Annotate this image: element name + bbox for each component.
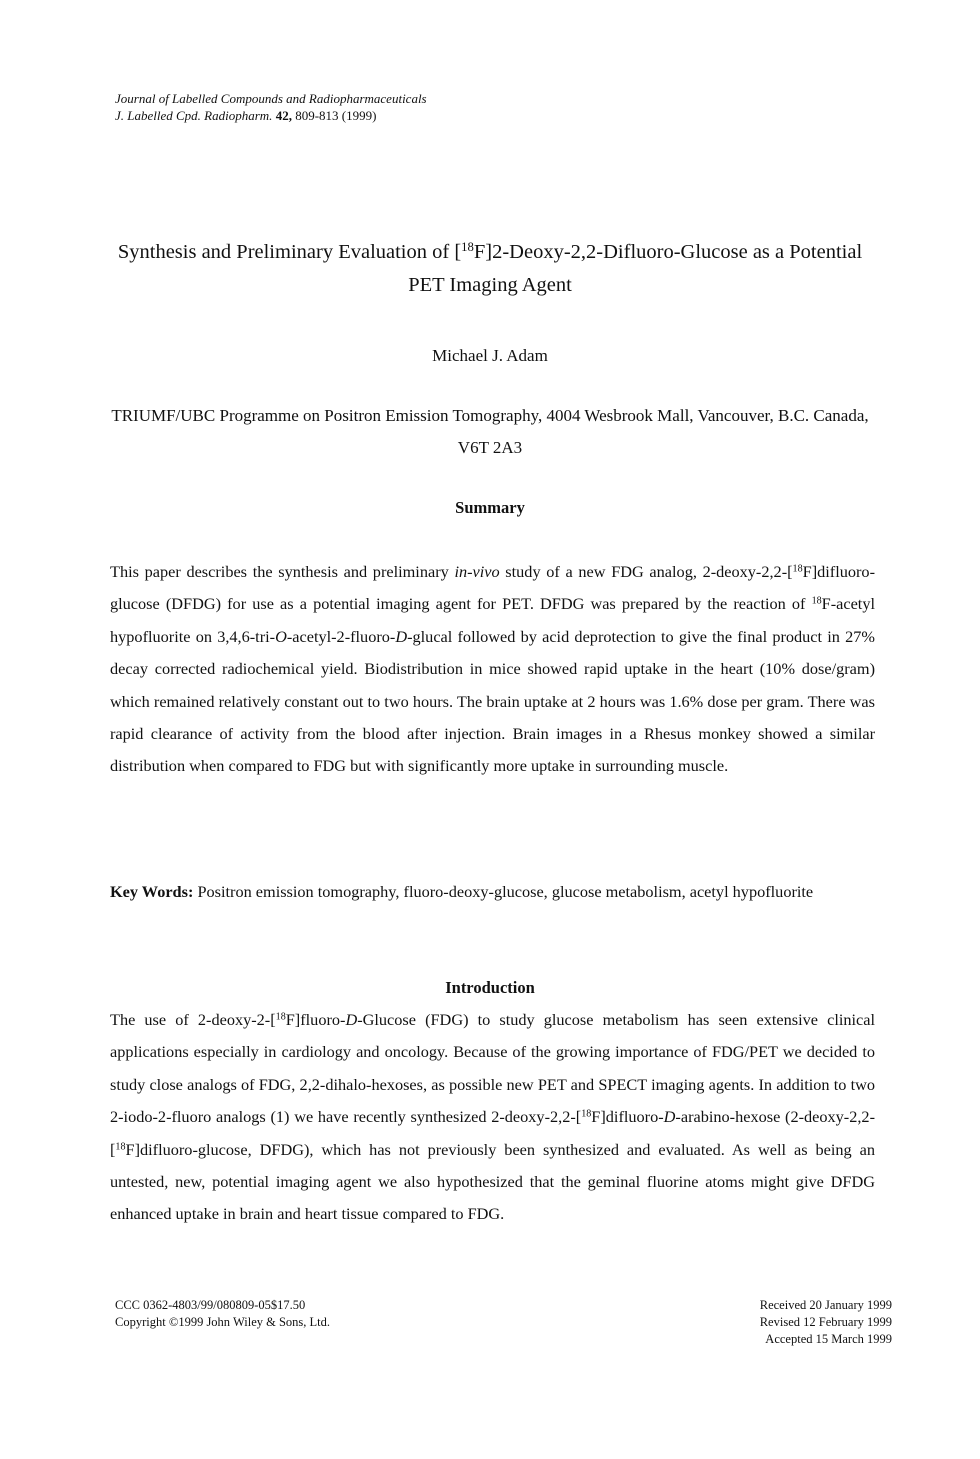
author: Michael J. Adam <box>432 346 548 365</box>
title-text-post: F]2-Deoxy-2,2-Difluoro-Glucose as a Potential PET Imaging Agent <box>408 241 863 296</box>
journal-pages-year: 809-813 (1999) <box>295 108 377 123</box>
summary-heading: Summary <box>455 498 525 517</box>
journal-volume: 42, <box>275 108 292 123</box>
journal-header <box>115 90 427 124</box>
journal-citation <box>115 107 427 124</box>
footer-dates <box>760 1297 892 1348</box>
title-superscript: 18 <box>461 240 474 255</box>
keywords-text: Positron emission tomography, fluoro-deoxy-glucose, glucose metabolism, acetyl hypofluorite <box>193 882 814 901</box>
keywords <box>110 876 875 908</box>
affiliation: TRIUMF/UBC Programme on Positron Emission Tomography, 4004 Wesbrook Mall, Vancouver, B.C. Canada, V6T 2A3 <box>111 406 869 457</box>
received-date: Received 20 January 1999 <box>759 1298 892 1312</box>
title-text-pre: Synthesis and Preliminary Evaluation of [ <box>117 241 462 263</box>
journal-name: Journal of Labelled Compounds and Radiopharmaceuticals <box>115 91 427 106</box>
revised-date: Revised 12 February 1999 <box>759 1315 892 1329</box>
summary-paragraph: This paper describes the synthesis and preliminary in-vivo study of a new FDG analog, 2-deoxy-2,2-[$^{18}$F]difluoro-glucose (DFDG) for use as a potential imaging agent for PET. DFDG was prepared by the reaction of $^{18}$F-acetyl hypofluorite on 3,4,6-tri-O-acetyl-2-fluoro-D-glucal followed by acid deprotection to give the final product in 27% decay corrected radiochemical yield. Biodistribution in mice showed rapid uptake in the heart (10% dose/gram) which remained relatively constant out to two hours. The brain uptake at 2 hours was 1.6% dose per gram. There was rapid clearance of activity from the blood after injection. Brain images in a Rhesus monkey showed a similar distribution when compared to FDG but with significantly more uptake in surrounding muscle. <box>110 562 875 776</box>
journal-abbrev: J. Labelled Cpd. Radiopharm. <box>115 108 273 123</box>
paper-title <box>110 236 870 302</box>
accepted-date: Accepted 15 March 1999 <box>765 1332 892 1346</box>
introduction-heading: Introduction <box>445 978 535 997</box>
footer-left <box>115 1297 330 1331</box>
introduction-paragraph: The use of 2-deoxy-2-[$^{18}$F]fluoro-D-Glucose (FDG) to study glucose metabolism has seen extensive clinical applications especially in cardiology and oncology. Because of the growing importance of FDG/PET we decided to study close analogs of FDG, 2,2-dihalo-hexoses, as possible new PET and SPECT imaging agents. In addition to two 2-iodo-2-fluoro analogs (1) we have recently synthesized 2-deoxy-2,2-[$^{18}$F]difluoro-D-arabino-hexose (2-deoxy-2,2-[$^{18}$F]difluoro-glucose, DFDG), which has not previously been synthesized and evaluated. As well as being an untested, new, potential imaging agent we also hypothesized that the geminal fluorine atoms might give DFDG enhanced uptake in brain and heart tissue compared to FDG. <box>110 1010 876 1224</box>
keywords-label: Key Words: <box>110 882 194 901</box>
ccc-code: CCC 0362-4803/99/080809-05$17.50 <box>115 1298 306 1312</box>
copyright: Copyright ©1999 John Wiley & Sons, Ltd. <box>115 1315 331 1329</box>
